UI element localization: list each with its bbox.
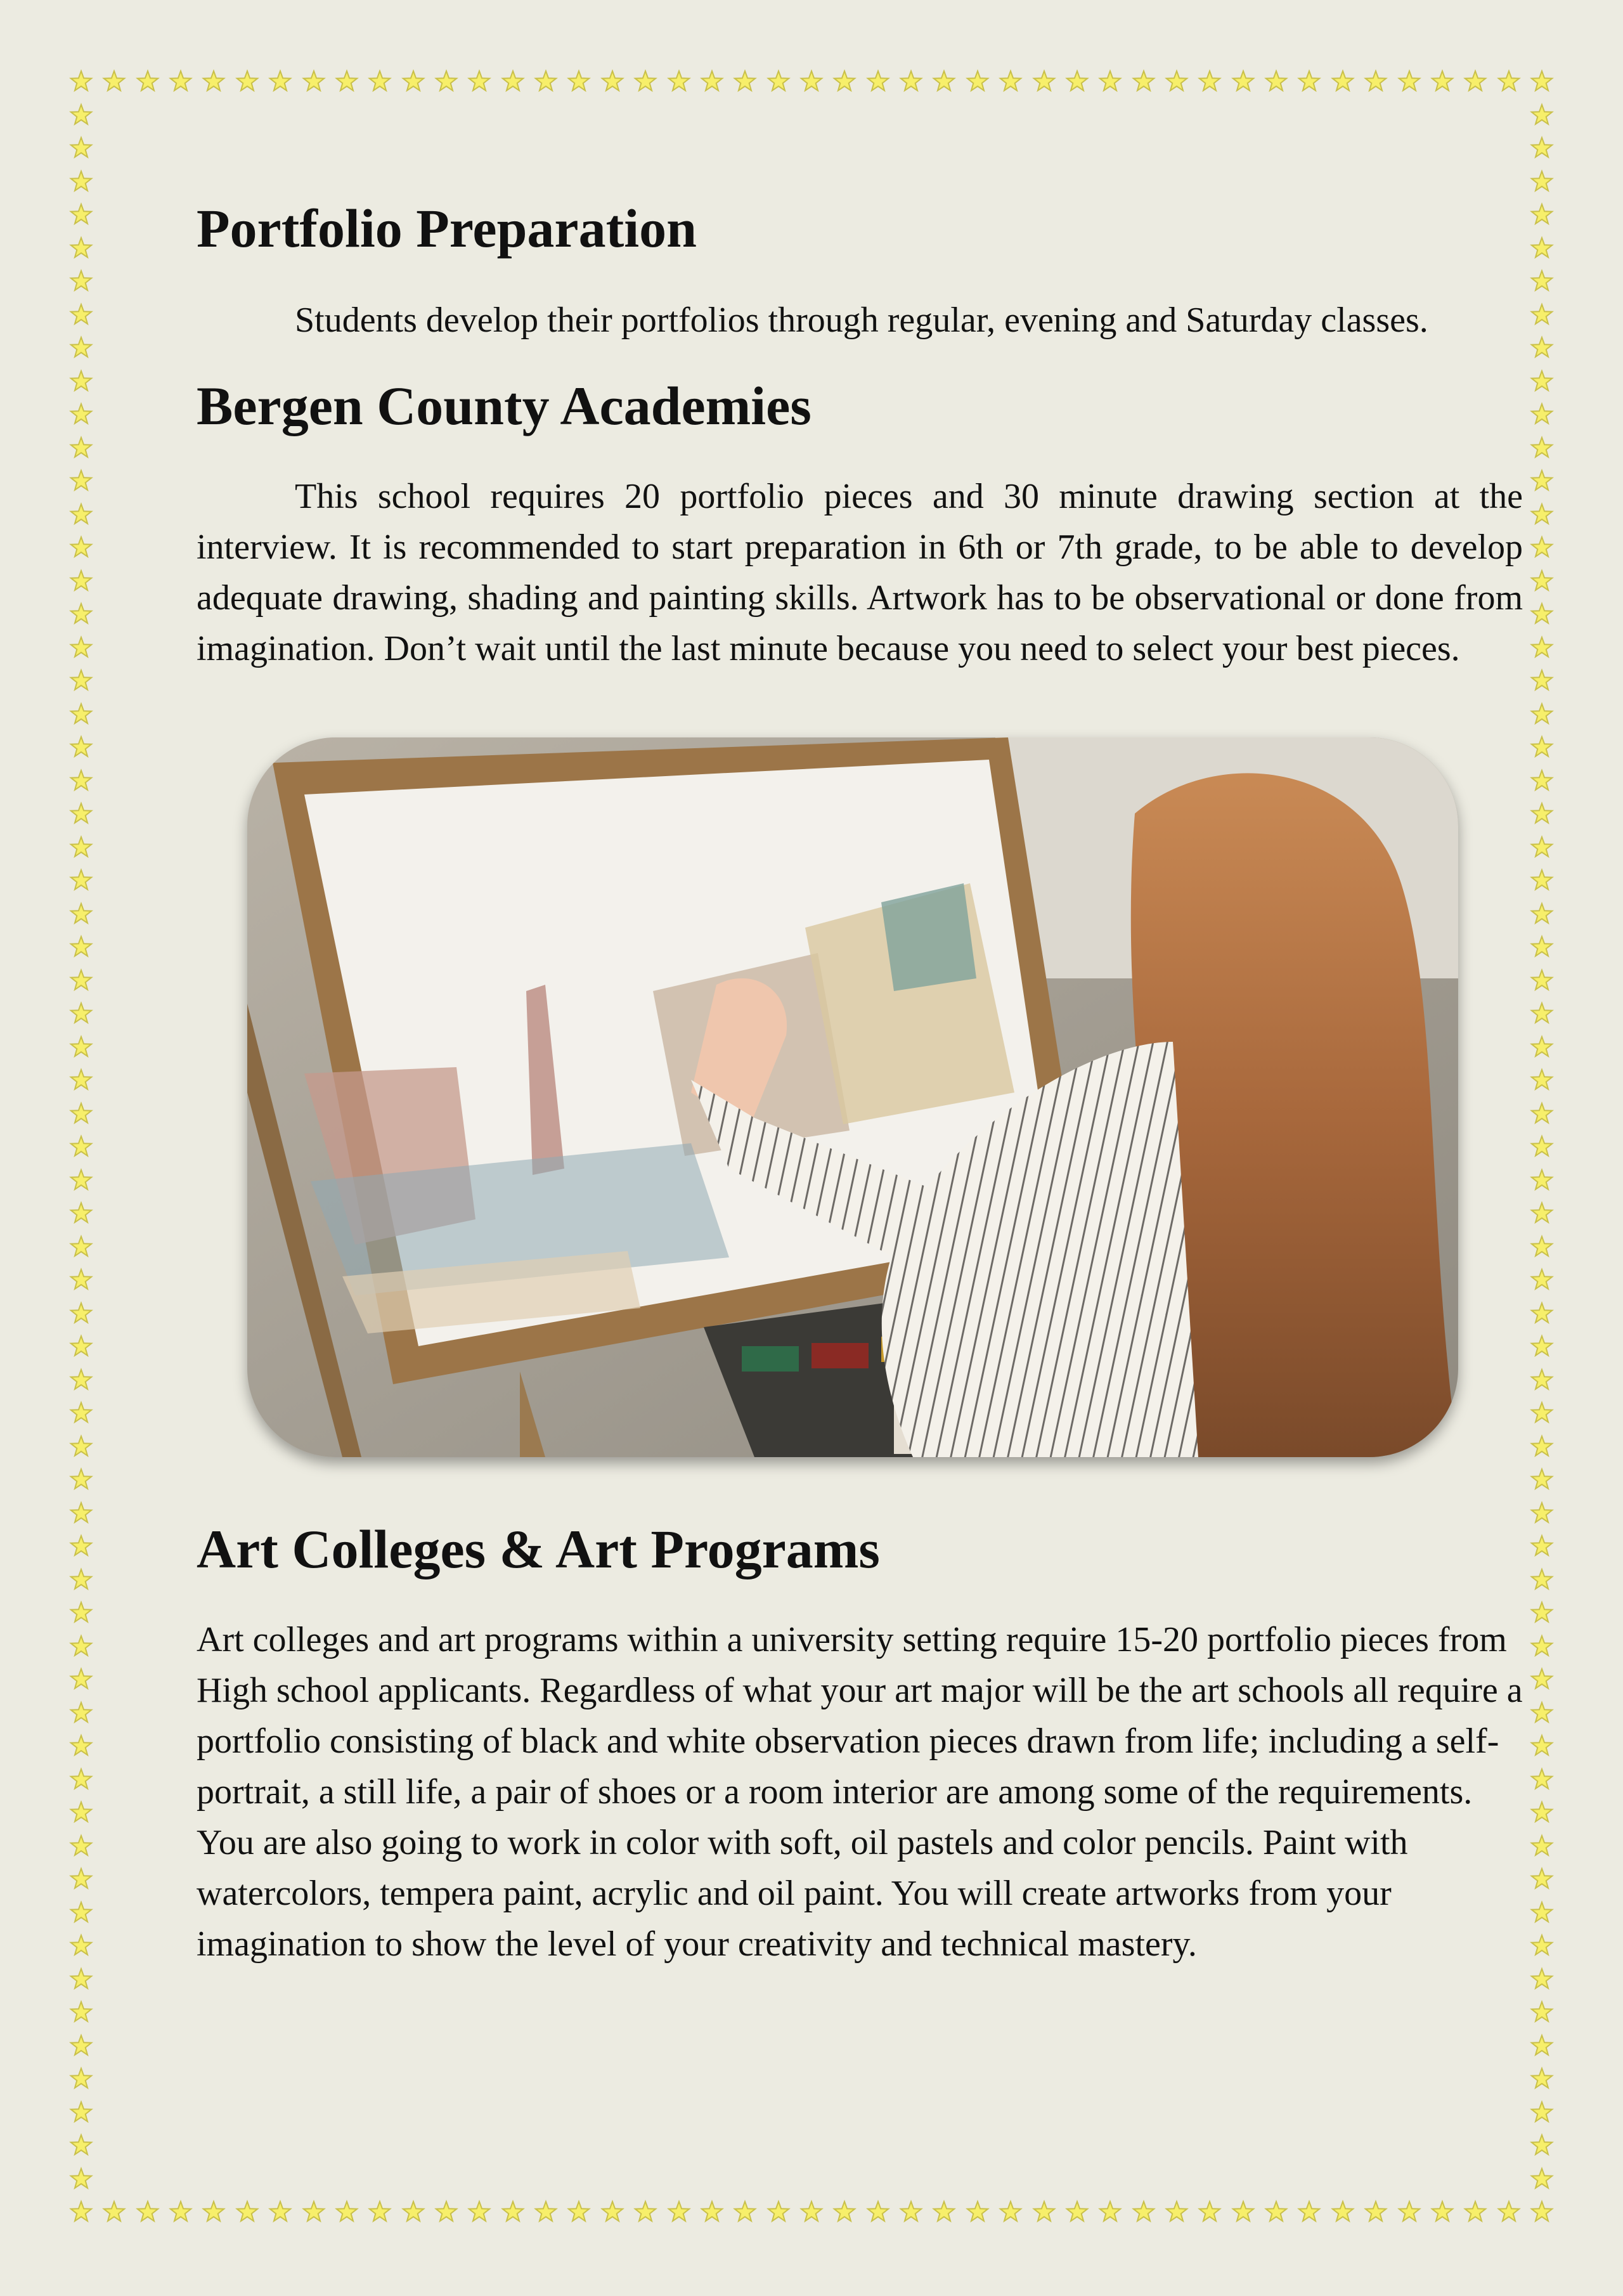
star-icon (69, 1767, 93, 1791)
star-icon (1530, 369, 1554, 393)
star-icon (1530, 1168, 1554, 1192)
star-icon (1331, 2200, 1355, 2224)
star-icon (1530, 1101, 1554, 1125)
star-icon (1530, 769, 1554, 793)
star-icon (69, 1368, 93, 1392)
star-icon (69, 469, 93, 493)
star-icon (1530, 1235, 1554, 1259)
star-icon (1530, 2167, 1554, 2191)
star-icon (69, 2033, 93, 2058)
star-icon (69, 1634, 93, 1658)
star-icon (69, 668, 93, 692)
star-icon (1530, 1634, 1554, 1658)
star-icon (534, 2200, 558, 2224)
star-icon (69, 335, 93, 360)
star-icon (69, 1035, 93, 1059)
star-icon (1264, 2200, 1288, 2224)
star-icon (69, 1967, 93, 1991)
star-icon (1530, 1134, 1554, 1158)
star-icon (69, 1900, 93, 1924)
star-icon (1530, 1501, 1554, 1525)
star-icon (202, 69, 226, 93)
star-icon (1530, 1933, 1554, 1957)
heading-bergen-county-academies: Bergen County Academies (197, 375, 812, 436)
paragraph-bergen-county-academies: This school requires 20 portfolio pieces and 30 minute drawing section at the interview. It is recommended to start preparation in 6th or 7th grade, to be able to develop adequate drawing, shading and painting skills. Artwork has to be observational or done from imagination. Don’t wait until the last minute because you need to select your best pieces. (197, 477, 1523, 668)
heading-art-colleges: Art Colleges & Art Programs (197, 1519, 880, 1579)
star-icon (69, 801, 93, 826)
star-icon (1231, 2200, 1255, 2224)
star-icon (69, 635, 93, 659)
star-icon (1530, 1001, 1554, 1025)
star-icon (667, 69, 691, 93)
star-icon (1530, 269, 1554, 293)
paragraph-portfolio-preparation: Students develop their portfolios through regular, evening and Saturday classes. (295, 301, 1428, 340)
star-icon (866, 2200, 890, 2224)
star-icon (235, 2200, 259, 2224)
star-icon (69, 1933, 93, 1957)
star-icon (1530, 1967, 1554, 1991)
girl-painting-at-easel-photo (247, 737, 1458, 1457)
star-icon (1530, 1800, 1554, 1824)
star-icon (1530, 502, 1554, 526)
star-icon (69, 236, 93, 260)
star-icon (69, 1501, 93, 1525)
star-icon (467, 69, 491, 93)
star-icon (1297, 69, 1321, 93)
star-icon (69, 1600, 93, 1625)
star-icon (966, 69, 990, 93)
star-icon (1530, 1767, 1554, 1791)
star-icon (932, 69, 956, 93)
star-icon (69, 1301, 93, 1325)
star-icon (667, 2200, 691, 2224)
star-icon (69, 1101, 93, 1125)
star-icon (1530, 1368, 1554, 1392)
star-icon (69, 1667, 93, 1691)
star-icon (700, 2200, 724, 2224)
star-icon (169, 69, 193, 93)
star-icon (1032, 2200, 1056, 2224)
star-icon (1397, 2200, 1421, 2224)
star-icon (600, 69, 624, 93)
star-icon (1364, 69, 1388, 93)
star-icon (69, 569, 93, 593)
star-icon (69, 1235, 93, 1259)
star-icon (1165, 69, 1189, 93)
star-icon (69, 369, 93, 393)
star-icon (401, 2200, 425, 2224)
star-icon (1497, 69, 1521, 93)
star-icon (1530, 169, 1554, 193)
star-icon (69, 302, 93, 327)
star-icon (69, 1334, 93, 1358)
star-icon (268, 2200, 292, 2224)
star-icon (799, 2200, 824, 2224)
heading-portfolio-preparation: Portfolio Preparation (197, 198, 697, 259)
star-icon (69, 935, 93, 959)
star-icon (1530, 1401, 1554, 1425)
star-icon (69, 968, 93, 992)
star-icon (69, 769, 93, 793)
star-icon (1530, 1701, 1554, 1725)
star-icon (1530, 1068, 1554, 1092)
star-icon (1463, 2200, 1487, 2224)
star-icon (1530, 2100, 1554, 2124)
star-icon (1530, 2066, 1554, 2091)
star-icon (1530, 569, 1554, 593)
star-icon (1530, 868, 1554, 892)
star-icon (69, 69, 93, 93)
star-icon (1530, 1434, 1554, 1458)
star-icon (766, 2200, 791, 2224)
star-icon (1530, 602, 1554, 626)
star-icon (1364, 2200, 1388, 2224)
star-icon (69, 103, 93, 127)
star-icon (1530, 202, 1554, 226)
star-icon (69, 1567, 93, 1592)
star-icon (368, 69, 392, 93)
star-icon (1530, 2033, 1554, 2058)
star-icon (1530, 1734, 1554, 1758)
star-icon (1530, 635, 1554, 659)
star-icon (633, 69, 657, 93)
star-icon (302, 69, 326, 93)
star-icon (1530, 236, 1554, 260)
star-icon (1397, 69, 1421, 93)
star-icon (368, 2200, 392, 2224)
star-icon (1264, 69, 1288, 93)
star-icon (69, 2200, 93, 2224)
star-icon (69, 436, 93, 460)
star-icon (69, 1168, 93, 1192)
star-icon (700, 69, 724, 93)
star-icon (69, 735, 93, 759)
star-icon (1530, 136, 1554, 160)
star-icon (1165, 2200, 1189, 2224)
star-icon (1198, 2200, 1222, 2224)
star-icon (102, 69, 126, 93)
star-icon (136, 69, 160, 93)
star-icon (1530, 302, 1554, 327)
star-icon (567, 2200, 591, 2224)
star-icon (202, 2200, 226, 2224)
star-icon (766, 69, 791, 93)
star-icon (69, 2066, 93, 2091)
star-icon (932, 2200, 956, 2224)
star-icon (69, 1534, 93, 1558)
paragraph-art-colleges: Art colleges and art programs within a university setting require 15-20 portfolio pieces from High school applicants. Regardless of what your art major will be the art schools all require a portfolio consisting of black and white observation pieces drawn from life; including a self-portrait, a still life, a pair of shoes or a room interior are among some of the requirements. You are also going to work in color with soft, oil pastels and color pencils. Paint with watercolors, tempera paint, acrylic and oil paint. You will create artworks from your imagination to show the level of your creativity and technical mastery. (197, 1620, 1523, 1964)
star-icon (69, 1068, 93, 1092)
star-icon (69, 535, 93, 559)
star-icon (1530, 835, 1554, 859)
star-icon (335, 69, 359, 93)
star-icon (1530, 2133, 1554, 2157)
star-icon (567, 69, 591, 93)
star-icon (136, 2200, 160, 2224)
star-icon (1530, 1301, 1554, 1325)
star-icon (69, 1800, 93, 1824)
star-icon (69, 1134, 93, 1158)
star-icon (69, 702, 93, 726)
star-icon (832, 2200, 857, 2224)
star-icon (534, 69, 558, 93)
star-icon (69, 2133, 93, 2157)
star-icon (1530, 668, 1554, 692)
star-icon (899, 69, 923, 93)
star-icon (1530, 1667, 1554, 1691)
star-icon (733, 69, 757, 93)
star-icon (1530, 1467, 1554, 1491)
star-icon (1430, 69, 1454, 93)
star-icon (102, 2200, 126, 2224)
star-icon (1132, 69, 1156, 93)
star-icon (832, 69, 857, 93)
star-icon (69, 868, 93, 892)
star-icon (1530, 902, 1554, 926)
star-icon (1530, 335, 1554, 360)
star-icon (69, 1701, 93, 1725)
star-icon (1198, 69, 1222, 93)
star-icon (1098, 2200, 1122, 2224)
star-icon (1530, 935, 1554, 959)
star-icon (1530, 1201, 1554, 1225)
star-icon (1530, 436, 1554, 460)
star-icon (69, 2000, 93, 2024)
star-icon (1132, 2200, 1156, 2224)
star-icon (69, 1268, 93, 1292)
star-icon (999, 2200, 1023, 2224)
star-icon (1530, 1035, 1554, 1059)
star-icon (1530, 801, 1554, 826)
star-icon (69, 602, 93, 626)
star-icon (235, 69, 259, 93)
star-icon (69, 1434, 93, 1458)
star-icon (1098, 69, 1122, 93)
star-icon (69, 269, 93, 293)
star-icon (1032, 69, 1056, 93)
star-icon (69, 1734, 93, 1758)
star-icon (1530, 1334, 1554, 1358)
star-icon (1331, 69, 1355, 93)
star-icon (866, 69, 890, 93)
star-icon (434, 2200, 458, 2224)
star-icon (69, 902, 93, 926)
star-icon (1497, 2200, 1521, 2224)
star-icon (1530, 1834, 1554, 1858)
star-icon (1430, 2200, 1454, 2224)
star-icon (1530, 402, 1554, 426)
star-icon (467, 2200, 491, 2224)
star-icon (69, 1867, 93, 1891)
star-icon (69, 1001, 93, 1025)
star-icon (69, 1834, 93, 1858)
star-icon (1530, 968, 1554, 992)
star-icon (434, 69, 458, 93)
star-icon (1530, 103, 1554, 127)
star-icon (966, 2200, 990, 2224)
star-icon (1530, 1867, 1554, 1891)
star-icon (1530, 702, 1554, 726)
star-icon (501, 69, 525, 93)
star-icon (1463, 69, 1487, 93)
star-icon (1530, 535, 1554, 559)
star-icon (899, 2200, 923, 2224)
star-icon (69, 2100, 93, 2124)
star-icon (1530, 1600, 1554, 1625)
star-icon (1530, 2000, 1554, 2024)
star-icon (1065, 2200, 1089, 2224)
star-icon (733, 2200, 757, 2224)
star-icon (69, 502, 93, 526)
star-icon (1530, 2200, 1554, 2224)
star-icon (1530, 1567, 1554, 1592)
star-icon (999, 69, 1023, 93)
star-icon (69, 1401, 93, 1425)
star-icon (401, 69, 425, 93)
star-icon (501, 2200, 525, 2224)
star-icon (69, 1467, 93, 1491)
star-icon (268, 69, 292, 93)
star-icon (1530, 469, 1554, 493)
star-icon (69, 202, 93, 226)
star-icon (1297, 2200, 1321, 2224)
star-icon (1530, 1900, 1554, 1924)
star-icon (69, 136, 93, 160)
star-icon (1530, 735, 1554, 759)
star-icon (69, 402, 93, 426)
star-icon (600, 2200, 624, 2224)
star-icon (169, 2200, 193, 2224)
star-icon (1231, 69, 1255, 93)
star-icon (1530, 1268, 1554, 1292)
star-icon (335, 2200, 359, 2224)
star-icon (69, 2167, 93, 2191)
star-icon (1530, 69, 1554, 93)
star-icon (69, 169, 93, 193)
star-icon (69, 1201, 93, 1225)
star-icon (633, 2200, 657, 2224)
star-icon (799, 69, 824, 93)
star-icon (1065, 69, 1089, 93)
star-icon (1530, 1534, 1554, 1558)
star-icon (302, 2200, 326, 2224)
star-icon (69, 835, 93, 859)
